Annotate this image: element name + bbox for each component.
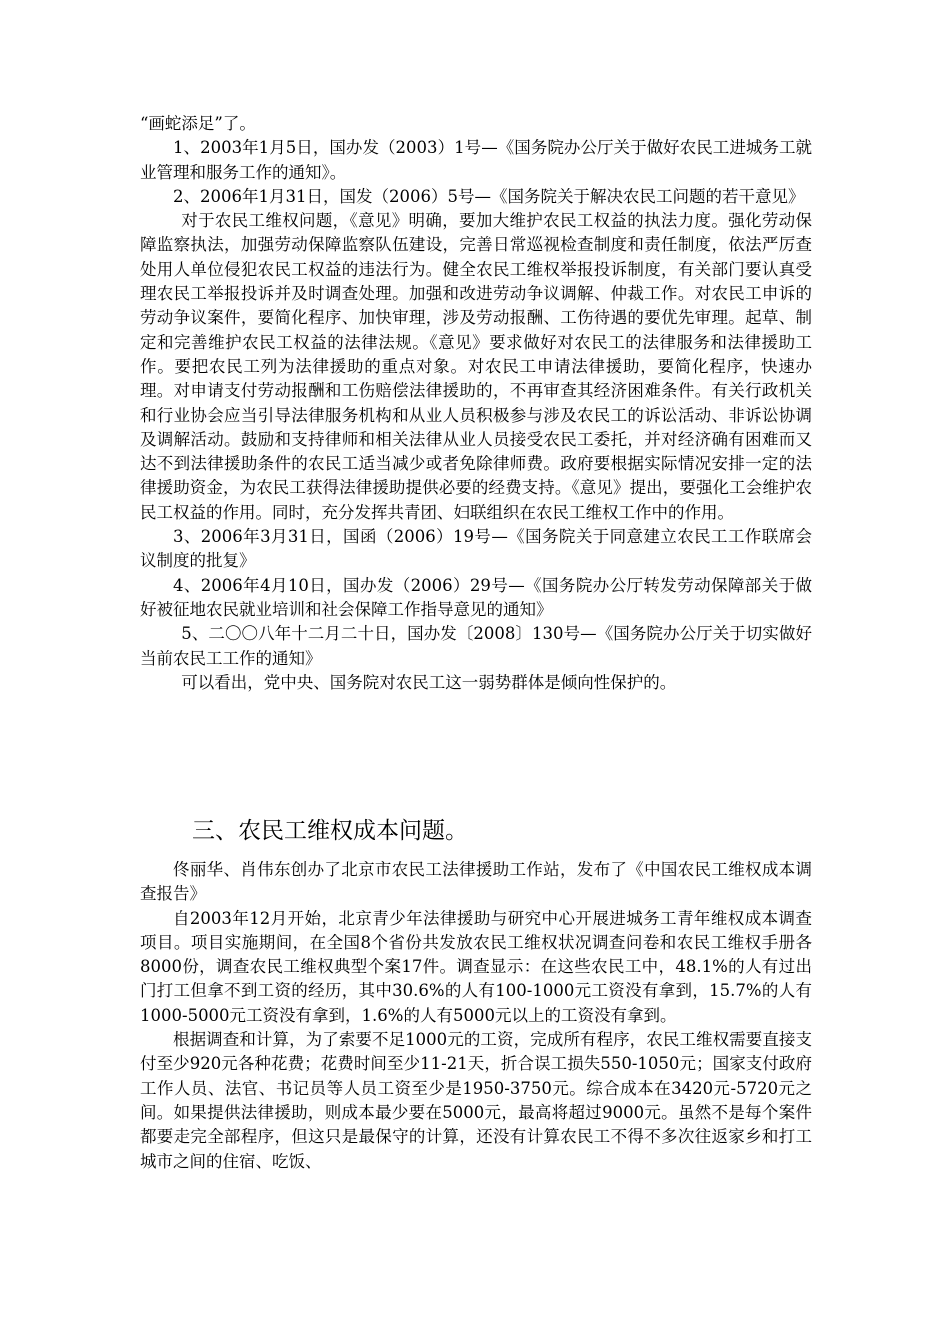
paragraph-opinion-summary: 对于农民工维权问题，《意见》明确，要加大维护农民工权益的执法力度。强化劳动保障监察执法，加强劳动保障监察队伍建设，完善日常巡视检查制度和责任制度，依法严厉查处用人单位侵犯农民工权益的违法行为。健全农民工维权举报投诉制度，有关部门要认真受理农民工举报投诉并及时调查处理。加强和改进劳动争议调解、仲裁工作。对农民工申诉的劳动争议案件，要简化程序、加快审理，涉及劳动报酬、工伤待遇的要优先审理。起草、制定和完善维护农民工权益的法律法规。《意见》要求做好对农民工的法律服务和法律援助工作。要把农民工列为法律援助的重点对象。对农民工申请法律援助，要简化程序，快速办理。对申请支付劳动报酬和工伤赔偿法律援助的，不再审查其经济困难条件。有关行政机关和行业协会应当引导法律服务机构和从业人员积极参与涉及农民工的诉讼活动、非诉讼协调及调解活动。鼓励和支持律师和相关法律从业人员接受农民工委托，并对经济确有困难而又达不到法律援助条件的农民工适当减少或者免除律师费。政府要根据实际情况安排一定的法律援助资金，为农民工获得法律援助提供必要的经费支持。《意见》提出，要强化工会维护农民工权益的作用。同时，充分发挥共青团、妇联组织在农民工维权工作中的作用。 bbox=[140, 211, 812, 522]
paragraph-conclusion: 可以看出，党中央、国务院对农民工这一弱势群体是倾向性保护的。 bbox=[181, 672, 677, 692]
paragraph-continuation: “画蛇添足”了。 bbox=[140, 114, 256, 133]
paragraph-item-1: 1、2003年1月5日，国办发（2003）1号—《国务院办公厅关于做好农民工进城务工就业管理和服务工作的通知》。 bbox=[140, 138, 812, 182]
section-heading: 三、农民工维权成本问题。 bbox=[192, 818, 468, 844]
paragraph-item-2: 2、2006年1月31日，国发（2006）5号—《国务院关于解决农民工问题的若干意见》 bbox=[173, 186, 805, 206]
paragraph-survey-results: 自2003年12月开始，北京青少年法律援助与研究中心开展进城务工青年维权成本调查项目。项目实施期间，在全国8个省份共发放农民工维权状况调查问卷和农民工维权手册各8000份，调查农民工维权典型个案17件。调查显示：在这些农民工中，48.1%的人有过出门打工但拿不到工资的经历，其中30.6%的人有100-1000元工资没有拿到，15.7%的人有1000-5000元工资没有拿到，1.6%的人有5000元以上的工资没有拿到。 bbox=[140, 908, 812, 1025]
paragraph-report-intro: 佟丽华、肖伟东创办了北京市农民工法律援助工作站，发布了《中国农民工维权成本调查报告》 bbox=[140, 860, 812, 904]
document-body-bottom bbox=[140, 858, 812, 1174]
document-body-top bbox=[140, 112, 812, 695]
paragraph-item-4: 4、2006年4月10日，国办发（2006）29号—《国务院办公厅转发劳动保障部关于做好被征地农民就业培训和社会保障工作指导意见的通知》 bbox=[140, 575, 812, 619]
paragraph-item-3: 3、2006年3月31日，国函（2006）19号—《国务院关于同意建立农民工工作联席会议制度的批复》 bbox=[140, 527, 812, 571]
paragraph-cost-calculation: 根据调查和计算，为了索要不足1000元的工资，完成所有程序，农民工维权需要直接支付至少920元各种花费；花费时间至少11-21天，折合误工损失550-1050元；国家支付政府工作人员、法官、书记员等人员工资至少是1950-3750元。综合成本在3420元-5720元之间。如果提供法律援助，则成本最少要在5000元，最高将超过9000元。虽然不是每个案件都要走完全部程序，但这只是最保守的计算，还没有计算农民工不得不多次往返家乡和打工城市之间的住宿、吃饭、 bbox=[140, 1030, 812, 1171]
paragraph-item-5: 5、二〇〇八年十二月二十日，国办发〔2008〕130号—《国务院办公厅关于切实做好当前农民工工作的通知》 bbox=[140, 624, 812, 668]
